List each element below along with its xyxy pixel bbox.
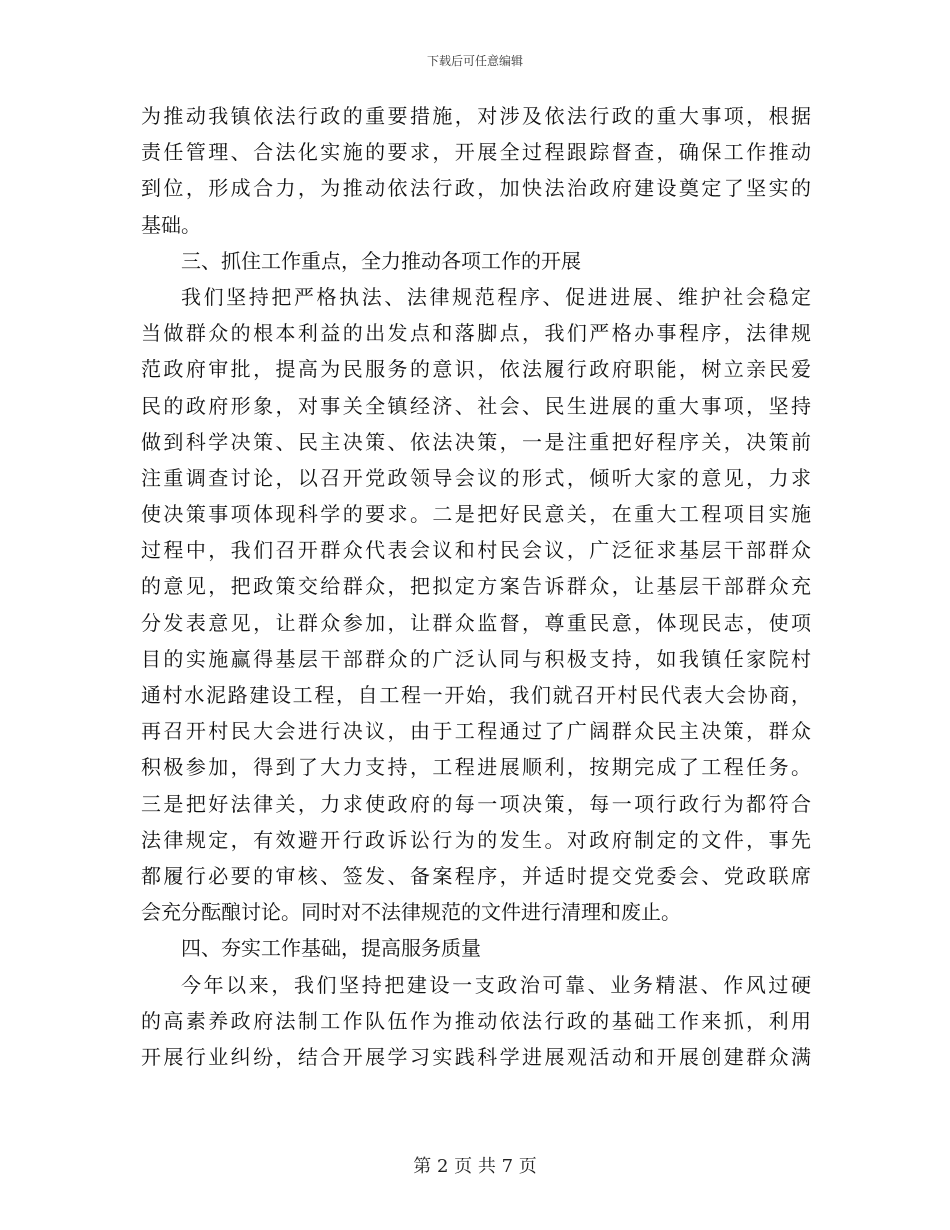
- paragraph-line: 注重调查讨论，以召开党政领导会议的形式，倾听大家的意见，力求: [141, 465, 811, 490]
- paragraph-line: 我们坚持把严格执法、法律规范程序、促进进展、维护社会稳定: [181, 284, 811, 309]
- paragraph-line: 过程中，我们召开群众代表会议和村民会议，广泛征求基层干部群众: [141, 538, 811, 563]
- paragraph-line: 范政府审批，提高为民服务的意识，依法履行政府职能，树立亲民爱: [141, 357, 811, 382]
- paragraph-line: 基础。: [141, 212, 201, 237]
- paragraph-line: 再召开村民大会进行决议，由于工程通过了广阔群众民主决策，群众: [141, 719, 811, 744]
- paragraph-line: 的高素养政府法制工作队伍作为推动依法行政的基础工作来抓，利用: [141, 1008, 811, 1033]
- page-number: 第 2 页 共 7 页: [413, 1156, 537, 1177]
- paragraph-line: 责任管理、合法化实施的要求，开展全过程跟踪督查，确保工作推动: [141, 140, 811, 165]
- paragraph-line: 通村水泥路建设工程，自工程一开始，我们就召开村民代表大会协商，: [141, 683, 811, 707]
- paragraph-line: 使决策事项体现科学的要求。二是把好民意关，在重大工程项目实施: [141, 502, 811, 527]
- paragraph-line: 当做群众的根本利益的出发点和落脚点，我们严格办事程序，法律规: [141, 321, 811, 346]
- paragraph-line: 分发表意见，让群众参加，让群众监督，尊重民意，体现民志，使项: [141, 610, 811, 635]
- paragraph-line: 积极参加，得到了大力支持，工程进展顺利，按期完成了工程任务。: [141, 755, 811, 780]
- paragraph-line: 做到科学决策、民主决策、依法决策，一是注重把好程序关，决策前: [141, 429, 811, 454]
- page-header: 下载后可任意编辑: [426, 54, 523, 68]
- paragraph-line: 的意见，把政策交给群众，把拟定方案告诉群众，让基层干部群众充: [141, 574, 811, 599]
- section-heading: 三、抓住工作重点，全力推动各项工作的开展: [181, 248, 581, 273]
- section-heading: 四、夯实工作基础，提高服务质量: [181, 936, 481, 961]
- paragraph-line: 三是把好法律关，力求使政府的每一项决策，每一项行政行为都符合: [141, 791, 811, 816]
- paragraph-line: 目的实施赢得基层干部群众的广泛认同与积极支持，如我镇任家院村: [141, 646, 811, 671]
- document-body: [141, 98, 811, 1075]
- paragraph-line: 都履行必要的审核、签发、备案程序，并适时提交党委会、党政联席: [141, 863, 811, 888]
- paragraph-line: 民的政府形象，对事关全镇经济、社会、民生进展的重大事项，坚持: [141, 393, 811, 418]
- paragraph-line: 为推动我镇依法行政的重要措施，对涉及依法行政的重大事项，根据: [141, 104, 811, 128]
- paragraph-line: 法律规定，有效避开行政诉讼行为的发生。对政府制定的文件，事先: [141, 827, 811, 852]
- paragraph-line: 今年以来，我们坚持把建设一支政治可靠、业务精湛、作风过硬: [181, 972, 811, 997]
- paragraph-line: 会充分酝酿讨论。同时对不法律规范的文件进行清理和废止。: [141, 900, 681, 925]
- paragraph-line: 开展行业纠纷，结合开展学习实践科学进展观活动和开展创建群众满: [141, 1044, 811, 1069]
- paragraph-line: 到位，形成合力，为推动依法行政，加快法治政府建设奠定了坚实的: [141, 176, 811, 201]
